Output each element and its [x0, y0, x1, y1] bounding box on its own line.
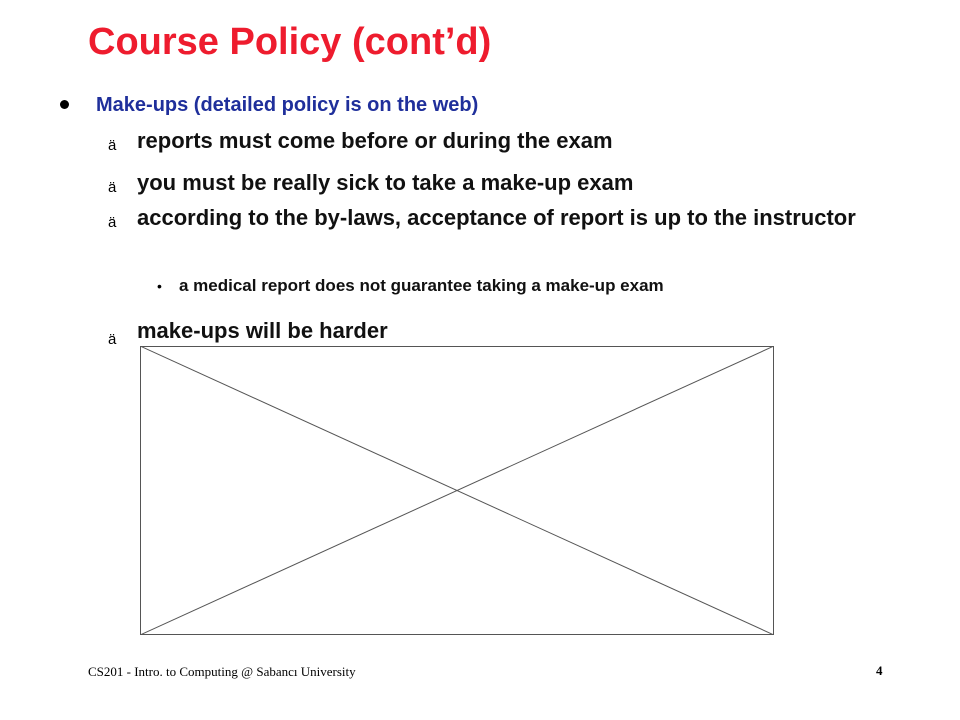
sub-bullet-sick: you must be really sick to take a make-up exam: [137, 170, 634, 195]
slide-title: Course Policy (cont’d): [88, 21, 492, 63]
arrow-bullet-icon: ä: [108, 331, 117, 348]
bullet-dot: [60, 100, 69, 109]
page-number: 4: [876, 663, 883, 678]
small-bullet-icon: •: [157, 278, 162, 294]
sub-bullet-reports: reports must come before or during the exam: [137, 128, 613, 153]
sub-bullet-bylaws: according to the by-laws, acceptance of report is up to the instructor: [137, 205, 856, 230]
arrow-bullet-icon: ä: [108, 179, 117, 196]
footer-course-label: CS201 - Intro. to Computing @ Sabancı University: [88, 664, 356, 679]
sub-bullet-harder: make-ups will be harder: [137, 318, 388, 343]
bullet-makeups: Make-ups (detailed policy is on the web): [96, 94, 479, 116]
arrow-bullet-icon: ä: [108, 214, 117, 231]
sub-bullet-medical-report: a medical report does not guarantee taking a make-up exam: [179, 276, 664, 295]
arrow-bullet-icon: ä: [108, 137, 117, 154]
image-placeholder: [140, 346, 774, 635]
